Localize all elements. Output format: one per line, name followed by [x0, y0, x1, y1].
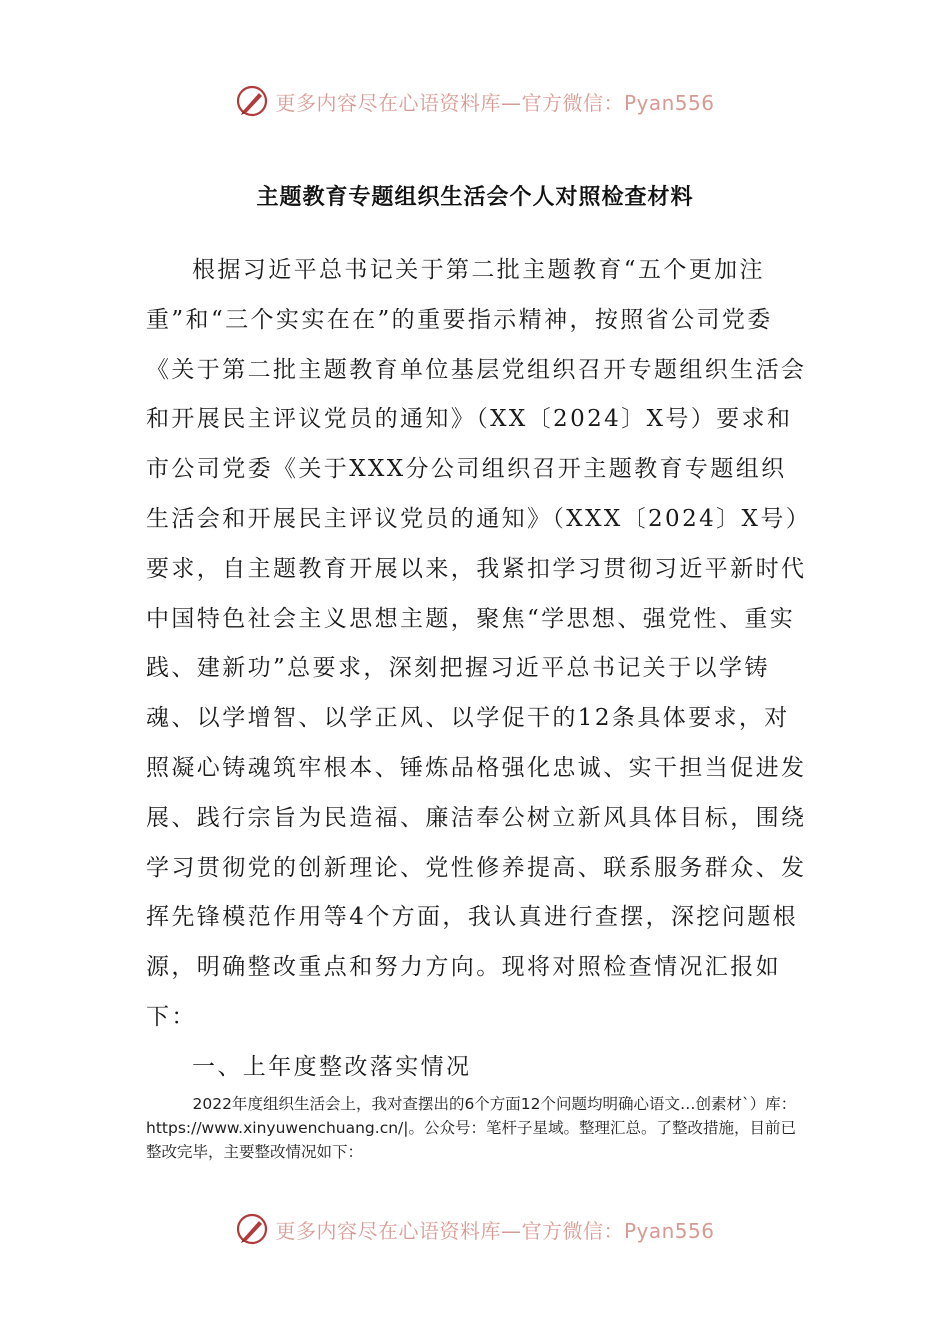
document-title: 主题教育专题组织生活会个人对照检查材料: [256, 184, 694, 210]
pen-in-circle-logo-icon: [235, 1212, 269, 1246]
section-paragraph: 2022年度组织生活会上，我对查摆出的6个方面12个问题均明确心语文…创素材`）库：https://www.xinyuwenchuang.cn/|。公众号：笔杆子星域。整理汇总。了整改措施，目前已整改完毕，主要整改情况如下：: [146, 1095, 797, 1161]
section-heading: 一、上年度整改落实情况: [192, 1054, 472, 1080]
intro-paragraph: 根据习近平总书记关于第二批主题教育“五个更加注重”和“三个实实在在”的重要指示精神，按照省公司党委《关于第二批主题教育单位基层党组织召开专题组织生活会和开展民主评议党员的通知》（XX〔2024〕X号）要求和市公司党委《关于XXX分公司组织召开主题教育专题组织生活会和开展民主评议党员的通知》（XXX〔2024〕X号）要求，自主题教育开展以来，我紧扣学习贯彻习近平新时代中国特色社会主义思想主题，聚焦“学思想、强党性、重实践、建新功”总要求，深刻把握习近平总书记关于以学铸魂、以学增智、以学正风、以学促干的12条具体要求，对照凝心铸魂筑牢根本、锤炼品格强化忠诚、实干担当促进发展、践行宗旨为民造福、廉洁奉公树立新风具体目标，围绕学习贯彻党的创新理论、党性修养提高、联系服务群众、发挥先锋模范作用等4个方面，我认真进行查摆，深挖问题根源，明确整改重点和努力方向。现将对照检查情况汇报如下：: [146, 257, 807, 1030]
banner-text: 更多内容尽在心语资料库—官方微信：Pyan556: [275, 90, 715, 115]
header-banner: [0, 84, 950, 118]
banner-text: 更多内容尽在心语资料库—官方微信：Pyan556: [275, 1218, 715, 1243]
footer-banner: [0, 1212, 950, 1246]
pen-in-circle-logo-icon: [235, 84, 269, 118]
